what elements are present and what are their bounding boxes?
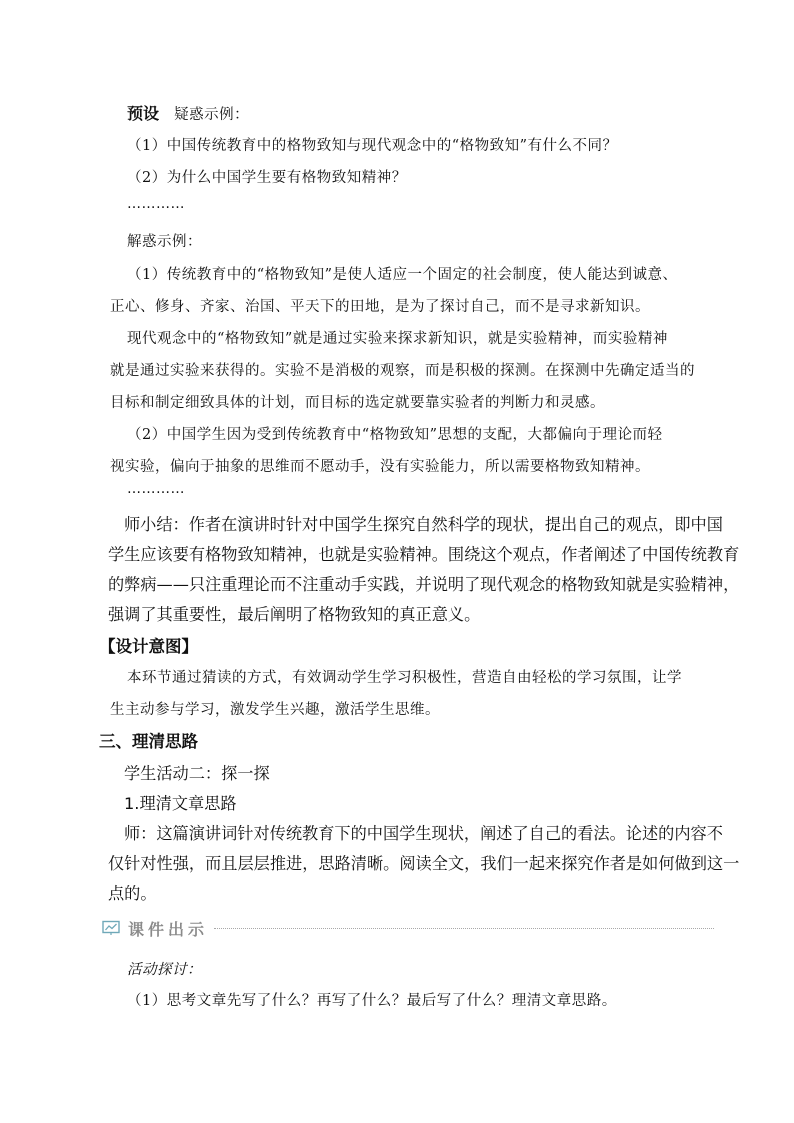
student-activity: 学生活动二：探一探 xyxy=(124,764,270,783)
summary-line-4: 强调了其重要性，最后阐明了格物致知的真正意义。 xyxy=(108,605,481,624)
answer-line-6: （2）中国学生因为受到传统教育中“格物致知”思想的支配，大都偏向于理论而轻 xyxy=(127,427,663,443)
question-2: （2）为什么中国学生要有格物致知精神？ xyxy=(127,170,407,186)
summary-line-3: 的弊病——只注重理论而不注重动手实践，并说明了现代观念的格物致知就是实验精神， xyxy=(108,575,740,594)
activity-label: 活动探讨： xyxy=(127,962,202,978)
answer-intro: 解惑示例： xyxy=(127,234,202,250)
chart-presentation-icon xyxy=(102,920,120,936)
teacher-line-1: 师：这篇演讲词针对传统教育下的中国学生现状，阐述了自己的看法。论述的内容不 xyxy=(124,824,723,843)
courseware-divider xyxy=(214,928,714,929)
design-intent-line-2: 生主动参与学习，激发学生兴趣，激活学生思维。 xyxy=(110,702,440,718)
question-1: （1）中国传统教育中的格物致知与现代观念中的“格物致知”有什么不同？ xyxy=(127,138,618,154)
answer-line-1: （1）传统教育中的“格物致知”是使人适应一个固定的社会制度，使人能达到诚意、 xyxy=(127,267,678,283)
preset-label: 预设 xyxy=(127,104,160,123)
doubt-intro: 疑惑示例： xyxy=(174,107,250,123)
ellipsis-1: ………… xyxy=(127,196,185,212)
answer-line-5: 目标和制定细致具体的计划，而目标的选定就要靠实验者的判断力和灵感。 xyxy=(110,395,605,411)
discussion-question-1: （1）思考文章先写了什么？再写了什么？最后写了什么？理清文章思路。 xyxy=(127,993,617,1009)
section-heading: 三、理清思路 xyxy=(99,732,198,751)
preset-line xyxy=(127,101,249,124)
courseware-title: 课件出示 xyxy=(128,920,209,939)
answer-line-7: 视实验，偏向于抽象的思维而不愿动手，没有实验能力，所以需要格物致知精神。 xyxy=(110,459,650,475)
courseware-banner xyxy=(102,917,714,941)
teacher-line-2: 仅针对性强，而且层层推进，思路清晰。阅读全文，我们一起来探究作者是如何做到这一 xyxy=(108,854,740,873)
answer-line-3: 现代观念中的“格物致知”就是通过实验来探求新知识，就是实验精神，而实验精神 xyxy=(127,331,668,347)
summary-line-1: 师小结：作者在演讲时针对中国学生探究自然科学的现状，提出自己的观点，即中国 xyxy=(124,515,723,534)
summary-line-2: 学生应该要有格物致知精神，也就是实验精神。围绕这个观点，作者阐述了中国传统教育 xyxy=(108,545,740,564)
design-intent-line-1: 本环节通过猜读的方式，有效调动学生学习积极性，营造自由轻松的学习氛围，让学 xyxy=(127,670,682,686)
answer-line-4: 就是通过实验来获得的。实验不是消极的观察，而是积极的探测。在探测中先确定适当的 xyxy=(110,363,695,379)
design-intent-heading: 【设计意图】 xyxy=(99,637,198,656)
teacher-line-3: 点的。 xyxy=(108,884,157,903)
outline-item-1: 1.理清文章思路 xyxy=(124,794,237,813)
ellipsis-2: ………… xyxy=(127,481,185,497)
answer-line-2: 正心、修身、齐家、治国、平天下的田地，是为了探讨自己，而不是寻求新知识。 xyxy=(110,299,650,315)
